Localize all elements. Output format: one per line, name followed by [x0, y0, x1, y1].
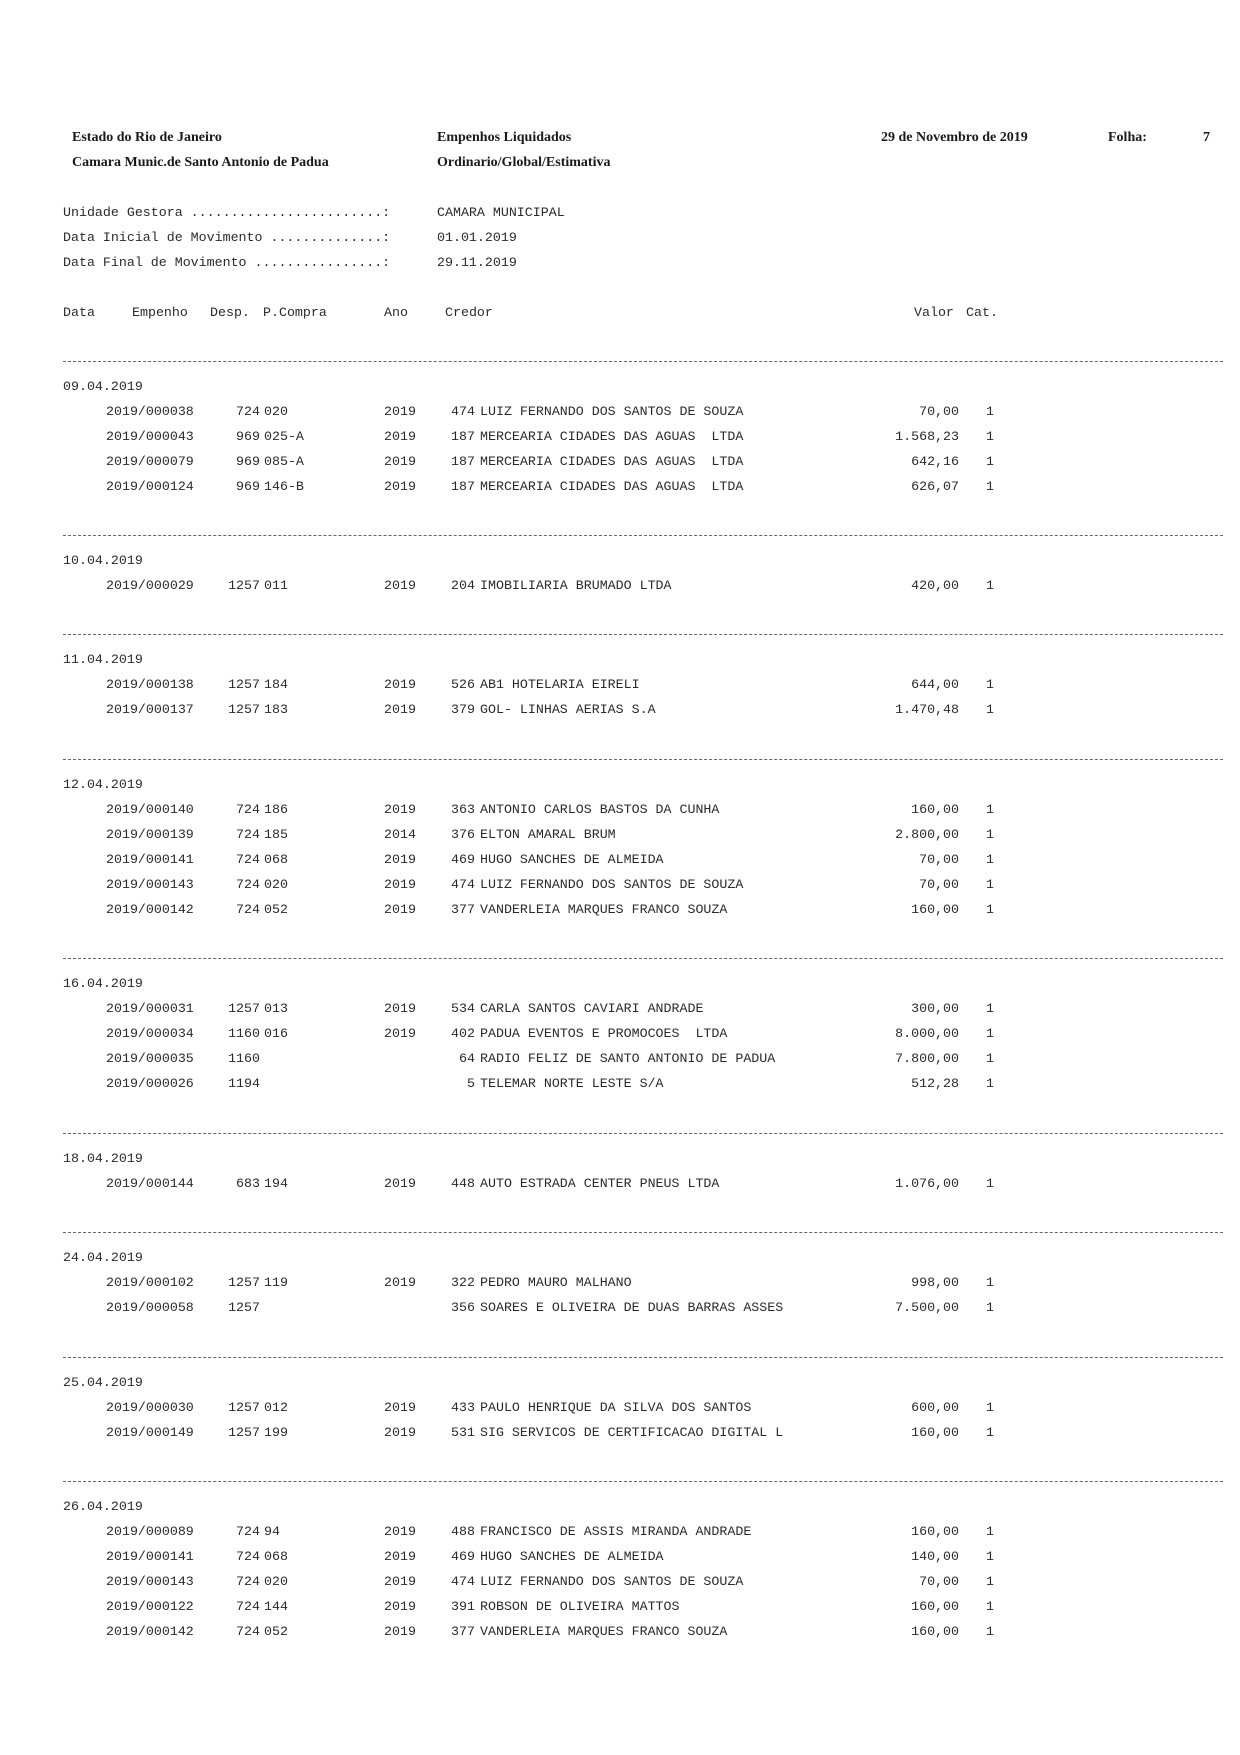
credor-code: 377	[451, 1624, 475, 1639]
empenho-number: 2019/000143	[106, 1574, 194, 1589]
year: 2019	[384, 1026, 416, 1041]
category: 1	[986, 454, 994, 469]
category: 1	[986, 1524, 994, 1539]
credor-code: 391	[451, 1599, 475, 1614]
amount: 70,00	[919, 404, 959, 419]
year: 2019	[384, 877, 416, 892]
category: 1	[986, 852, 994, 867]
empenho-number: 2019/000038	[106, 404, 194, 419]
section-divider	[63, 1357, 1223, 1358]
credor-name: FRANCISCO DE ASSIS MIRANDA ANDRADE	[480, 1524, 752, 1539]
col-desp: Desp.	[210, 305, 250, 320]
section-divider	[63, 1133, 1223, 1134]
year: 2019	[384, 1425, 416, 1440]
credor-code: 356	[451, 1300, 475, 1315]
amount: 600,00	[911, 1400, 959, 1415]
credor-code: 469	[451, 1549, 475, 1564]
credor-code: 379	[451, 702, 475, 717]
amount: 1.470,48	[895, 702, 959, 717]
category: 1	[986, 877, 994, 892]
category: 1	[986, 1275, 994, 1290]
pcompra-code: 020	[264, 1574, 288, 1589]
year: 2014	[384, 827, 416, 842]
category: 1	[986, 677, 994, 692]
group-date: 26.04.2019	[63, 1499, 143, 1514]
year: 2019	[384, 1176, 416, 1191]
empenho-number: 2019/000079	[106, 454, 194, 469]
despesa-code: 724	[236, 1599, 260, 1614]
category: 1	[986, 1549, 994, 1564]
despesa-code: 1257	[228, 578, 260, 593]
section-divider	[63, 634, 1223, 635]
despesa-code: 724	[236, 1549, 260, 1564]
despesa-code: 724	[236, 404, 260, 419]
amount: 70,00	[919, 1574, 959, 1589]
pcompra-code: 068	[264, 852, 288, 867]
year: 2019	[384, 1400, 416, 1415]
category: 1	[986, 1574, 994, 1589]
section-divider	[63, 1232, 1223, 1233]
amount: 70,00	[919, 852, 959, 867]
credor-name: PADUA EVENTOS E PROMOCOES LTDA	[480, 1026, 728, 1041]
credor-name: GOL- LINHAS AERIAS S.A	[480, 702, 656, 717]
chamber-name: Camara Munic.de Santo Antonio de Padua	[72, 155, 329, 170]
credor-name: AB1 HOTELARIA EIRELI	[480, 677, 640, 692]
credor-code: 402	[451, 1026, 475, 1041]
amount: 642,16	[911, 454, 959, 469]
credor-code: 448	[451, 1176, 475, 1191]
year: 2019	[384, 1524, 416, 1539]
amount: 160,00	[911, 902, 959, 917]
pcompra-code: 068	[264, 1549, 288, 1564]
year: 2019	[384, 1275, 416, 1290]
credor-code: 376	[451, 827, 475, 842]
amount: 420,00	[911, 578, 959, 593]
group-date: 24.04.2019	[63, 1250, 143, 1265]
despesa-code: 1257	[228, 1001, 260, 1016]
credor-code: 433	[451, 1400, 475, 1415]
empenho-number: 2019/000102	[106, 1275, 194, 1290]
col-empenho: Empenho	[132, 305, 188, 320]
credor-code: 526	[451, 677, 475, 692]
credor-name: HUGO SANCHES DE ALMEIDA	[480, 852, 664, 867]
empenho-number: 2019/000143	[106, 877, 194, 892]
category: 1	[986, 1599, 994, 1614]
section-divider	[63, 1481, 1223, 1482]
category: 1	[986, 902, 994, 917]
category: 1	[986, 1400, 994, 1415]
empenho-number: 2019/000034	[106, 1026, 194, 1041]
credor-code: 531	[451, 1425, 475, 1440]
category: 1	[986, 479, 994, 494]
year: 2019	[384, 902, 416, 917]
empenho-number: 2019/000142	[106, 902, 194, 917]
empenho-number: 2019/000089	[106, 1524, 194, 1539]
amount: 2.800,00	[895, 827, 959, 842]
despesa-code: 724	[236, 1524, 260, 1539]
credor-code: 474	[451, 404, 475, 419]
category: 1	[986, 1026, 994, 1041]
credor-code: 5	[467, 1076, 475, 1091]
credor-name: SOARES E OLIVEIRA DE DUAS BARRAS ASSES	[480, 1300, 784, 1315]
despesa-code: 724	[236, 877, 260, 892]
group-date: 12.04.2019	[63, 777, 143, 792]
credor-name: PAULO HENRIQUE DA SILVA DOS SANTOS	[480, 1400, 752, 1415]
param-label: Data Inicial de Movimento ..............:	[63, 230, 391, 245]
year: 2019	[384, 479, 416, 494]
despesa-code: 969	[236, 454, 260, 469]
empenho-number: 2019/000138	[106, 677, 194, 692]
year: 2019	[384, 404, 416, 419]
credor-code: 204	[451, 578, 475, 593]
amount: 7.800,00	[895, 1051, 959, 1066]
empenho-number: 2019/000029	[106, 578, 194, 593]
credor-name: SIG SERVICOS DE CERTIFICACAO DIGITAL L	[480, 1425, 784, 1440]
pcompra-code: 085-A	[264, 454, 304, 469]
year: 2019	[384, 702, 416, 717]
section-divider	[63, 535, 1223, 536]
despesa-code: 683	[236, 1176, 260, 1191]
amount: 626,07	[911, 479, 959, 494]
category: 1	[986, 1624, 994, 1639]
despesa-code: 969	[236, 479, 260, 494]
category: 1	[986, 404, 994, 419]
credor-name: TELEMAR NORTE LESTE S/A	[480, 1076, 664, 1091]
amount: 140,00	[911, 1549, 959, 1564]
year: 2019	[384, 1001, 416, 1016]
report-date: 29 de Novembro de 2019	[881, 130, 1028, 145]
despesa-code: 1257	[228, 677, 260, 692]
pcompra-code: 012	[264, 1400, 288, 1415]
col-data: Data	[63, 305, 95, 320]
credor-code: 322	[451, 1275, 475, 1290]
empenho-number: 2019/000142	[106, 1624, 194, 1639]
credor-name: VANDERLEIA MARQUES FRANCO SOUZA	[480, 1624, 728, 1639]
credor-name: PEDRO MAURO MALHANO	[480, 1275, 632, 1290]
empenho-number: 2019/000144	[106, 1176, 194, 1191]
category: 1	[986, 802, 994, 817]
credor-name: MERCEARIA CIDADES DAS AGUAS LTDA	[480, 429, 744, 444]
pcompra-code: 194	[264, 1176, 288, 1191]
amount: 160,00	[911, 1599, 959, 1614]
col-ano: Ano	[384, 305, 408, 320]
credor-name: AUTO ESTRADA CENTER PNEUS LTDA	[480, 1176, 720, 1191]
year: 2019	[384, 578, 416, 593]
category: 1	[986, 702, 994, 717]
pcompra-code: 016	[264, 1026, 288, 1041]
empenho-number: 2019/000140	[106, 802, 194, 817]
empenho-number: 2019/000139	[106, 827, 194, 842]
credor-code: 187	[451, 429, 475, 444]
empenho-number: 2019/000141	[106, 1549, 194, 1564]
pcompra-code: 013	[264, 1001, 288, 1016]
despesa-code: 1160	[228, 1051, 260, 1066]
credor-name: CARLA SANTOS CAVIARI ANDRADE	[480, 1001, 704, 1016]
despesa-code: 724	[236, 1624, 260, 1639]
despesa-code: 724	[236, 1574, 260, 1589]
year: 2019	[384, 454, 416, 469]
group-date: 10.04.2019	[63, 553, 143, 568]
pcompra-code: 119	[264, 1275, 288, 1290]
group-date: 11.04.2019	[63, 652, 143, 667]
amount: 7.500,00	[895, 1300, 959, 1315]
param-value: CAMARA MUNICIPAL	[437, 205, 565, 220]
year: 2019	[384, 1599, 416, 1614]
empenho-number: 2019/000149	[106, 1425, 194, 1440]
empenho-number: 2019/000137	[106, 702, 194, 717]
credor-name: RADIO FELIZ DE SANTO ANTONIO DE PADUA	[480, 1051, 776, 1066]
pcompra-code: 052	[264, 1624, 288, 1639]
section-divider	[63, 361, 1223, 362]
amount: 1.076,00	[895, 1176, 959, 1191]
empenho-number: 2019/000026	[106, 1076, 194, 1091]
despesa-code: 724	[236, 852, 260, 867]
category: 1	[986, 429, 994, 444]
credor-code: 187	[451, 454, 475, 469]
empenho-number: 2019/000122	[106, 1599, 194, 1614]
despesa-code: 1257	[228, 1275, 260, 1290]
pcompra-code: 183	[264, 702, 288, 717]
credor-code: 377	[451, 902, 475, 917]
year: 2019	[384, 677, 416, 692]
group-date: 16.04.2019	[63, 976, 143, 991]
credor-code: 488	[451, 1524, 475, 1539]
despesa-code: 1194	[228, 1076, 260, 1091]
pcompra-code: 144	[264, 1599, 288, 1614]
credor-code: 187	[451, 479, 475, 494]
group-date: 25.04.2019	[63, 1375, 143, 1390]
credor-name: HUGO SANCHES DE ALMEIDA	[480, 1549, 664, 1564]
empenho-number: 2019/000031	[106, 1001, 194, 1016]
param-label: Unidade Gestora ........................:	[63, 205, 391, 220]
empenho-number: 2019/000124	[106, 479, 194, 494]
credor-code: 469	[451, 852, 475, 867]
category: 1	[986, 578, 994, 593]
pcompra-code: 186	[264, 802, 288, 817]
credor-name: ELTON AMARAL BRUM	[480, 827, 616, 842]
pcompra-code: 199	[264, 1425, 288, 1440]
pcompra-code: 011	[264, 578, 288, 593]
pcompra-code: 020	[264, 404, 288, 419]
credor-code: 474	[451, 1574, 475, 1589]
credor-name: ROBSON DE OLIVEIRA MATTOS	[480, 1599, 680, 1614]
despesa-code: 1257	[228, 702, 260, 717]
despesa-code: 1257	[228, 1300, 260, 1315]
credor-name: MERCEARIA CIDADES DAS AGUAS LTDA	[480, 479, 744, 494]
amount: 1.568,23	[895, 429, 959, 444]
amount: 300,00	[911, 1001, 959, 1016]
pcompra-code: 94	[264, 1524, 280, 1539]
amount: 998,00	[911, 1275, 959, 1290]
report-subtitle: Ordinario/Global/Estimativa	[437, 155, 611, 170]
credor-code: 474	[451, 877, 475, 892]
pcompra-code: 020	[264, 877, 288, 892]
empenho-number: 2019/000035	[106, 1051, 194, 1066]
year: 2019	[384, 1624, 416, 1639]
year: 2019	[384, 1574, 416, 1589]
category: 1	[986, 1051, 994, 1066]
sheet-label: Folha:	[1108, 130, 1147, 145]
amount: 512,28	[911, 1076, 959, 1091]
category: 1	[986, 1076, 994, 1091]
year: 2019	[384, 1549, 416, 1564]
col-pcompra: P.Compra	[263, 305, 327, 320]
year: 2019	[384, 802, 416, 817]
empenho-number: 2019/000141	[106, 852, 194, 867]
state-name: Estado do Rio de Janeiro	[72, 130, 222, 145]
category: 1	[986, 1176, 994, 1191]
pcompra-code: 184	[264, 677, 288, 692]
empenho-number: 2019/000058	[106, 1300, 194, 1315]
year: 2019	[384, 852, 416, 867]
section-divider	[63, 759, 1223, 760]
amount: 160,00	[911, 1624, 959, 1639]
category: 1	[986, 1425, 994, 1440]
col-credor: Credor	[445, 305, 493, 320]
amount: 8.000,00	[895, 1026, 959, 1041]
amount: 160,00	[911, 802, 959, 817]
pcompra-code: 025-A	[264, 429, 304, 444]
despesa-code: 1257	[228, 1400, 260, 1415]
col-cat: Cat.	[966, 305, 998, 320]
credor-name: LUIZ FERNANDO DOS SANTOS DE SOUZA	[480, 877, 744, 892]
credor-name: LUIZ FERNANDO DOS SANTOS DE SOUZA	[480, 404, 744, 419]
credor-code: 534	[451, 1001, 475, 1016]
param-value: 29.11.2019	[437, 255, 517, 270]
despesa-code: 1257	[228, 1425, 260, 1440]
group-date: 09.04.2019	[63, 379, 143, 394]
amount: 160,00	[911, 1425, 959, 1440]
credor-name: IMOBILIARIA BRUMADO LTDA	[480, 578, 672, 593]
amount: 160,00	[911, 1524, 959, 1539]
despesa-code: 724	[236, 827, 260, 842]
credor-code: 363	[451, 802, 475, 817]
category: 1	[986, 827, 994, 842]
group-date: 18.04.2019	[63, 1151, 143, 1166]
despesa-code: 969	[236, 429, 260, 444]
param-value: 01.01.2019	[437, 230, 517, 245]
despesa-code: 1160	[228, 1026, 260, 1041]
param-label: Data Final de Movimento ................:	[63, 255, 391, 270]
amount: 70,00	[919, 877, 959, 892]
empenho-number: 2019/000030	[106, 1400, 194, 1415]
pcompra-code: 052	[264, 902, 288, 917]
credor-name: VANDERLEIA MARQUES FRANCO SOUZA	[480, 902, 728, 917]
year: 2019	[384, 429, 416, 444]
section-divider	[63, 958, 1223, 959]
pcompra-code: 185	[264, 827, 288, 842]
sheet-number: 7	[1203, 130, 1210, 145]
credor-code: 64	[459, 1051, 475, 1066]
despesa-code: 724	[236, 902, 260, 917]
despesa-code: 724	[236, 802, 260, 817]
category: 1	[986, 1001, 994, 1016]
category: 1	[986, 1300, 994, 1315]
report-title: Empenhos Liquidados	[437, 130, 572, 145]
empenho-number: 2019/000043	[106, 429, 194, 444]
credor-name: ANTONIO CARLOS BASTOS DA CUNHA	[480, 802, 720, 817]
credor-name: MERCEARIA CIDADES DAS AGUAS LTDA	[480, 454, 744, 469]
col-valor: Valor	[914, 305, 954, 320]
amount: 644,00	[911, 677, 959, 692]
credor-name: LUIZ FERNANDO DOS SANTOS DE SOUZA	[480, 1574, 744, 1589]
pcompra-code: 146-B	[264, 479, 304, 494]
